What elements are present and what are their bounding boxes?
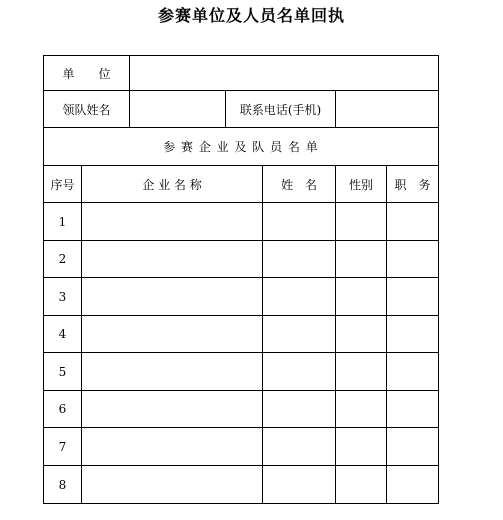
position-cell[interactable] — [387, 391, 438, 427]
position-cell[interactable] — [387, 466, 438, 503]
company-cell[interactable] — [82, 278, 262, 315]
phone-field[interactable] — [336, 91, 438, 127]
company-cell[interactable] — [82, 391, 262, 427]
position-cell[interactable] — [387, 428, 438, 465]
row-index: 7 — [58, 439, 67, 454]
row-index: 4 — [58, 327, 67, 341]
company-cell[interactable] — [82, 203, 262, 240]
col-header-position: 职 务 — [394, 177, 431, 192]
gender-cell[interactable] — [336, 391, 386, 427]
row-index: 8 — [58, 477, 67, 492]
name-cell[interactable] — [263, 203, 335, 240]
company-cell[interactable] — [82, 428, 262, 465]
leader-name-field[interactable] — [130, 91, 225, 127]
position-cell[interactable] — [387, 278, 438, 315]
row-index: 1 — [58, 214, 67, 229]
row-index: 6 — [58, 402, 67, 416]
company-cell[interactable] — [82, 353, 262, 390]
gender-cell[interactable] — [336, 316, 386, 352]
name-cell[interactable] — [263, 241, 335, 277]
col-header-index: 序号 — [50, 177, 75, 192]
company-cell[interactable] — [82, 241, 262, 277]
roster-heading: 参 赛 企 业 及 队 员 名 单 — [163, 140, 319, 154]
leader-label: 领队姓名 — [62, 102, 111, 117]
name-cell[interactable] — [263, 353, 335, 390]
company-cell[interactable] — [82, 466, 262, 503]
form-border-right — [438, 55, 439, 504]
row-index: 5 — [58, 364, 67, 379]
unit-field[interactable] — [130, 56, 438, 90]
name-cell[interactable] — [263, 428, 335, 465]
form-border-bottom — [43, 503, 439, 504]
reply-form — [43, 55, 439, 504]
col-header-gender: 性别 — [348, 177, 373, 192]
page-title: 参赛单位及人员名单回执 — [157, 6, 345, 25]
phone-label: 联系电话(手机) — [239, 102, 322, 117]
position-cell[interactable] — [387, 353, 438, 390]
position-cell[interactable] — [387, 241, 438, 277]
company-cell[interactable] — [82, 316, 262, 352]
col-header-company: 企 业 名 称 — [142, 177, 202, 192]
position-cell[interactable] — [387, 316, 438, 352]
gender-cell[interactable] — [336, 353, 386, 390]
name-cell[interactable] — [263, 278, 335, 315]
name-cell[interactable] — [263, 316, 335, 352]
gender-cell[interactable] — [336, 241, 386, 277]
unit-label: 单 位 — [62, 66, 111, 81]
gender-cell[interactable] — [336, 428, 386, 465]
name-cell[interactable] — [263, 391, 335, 427]
gender-cell[interactable] — [336, 203, 386, 240]
gender-cell[interactable] — [336, 278, 386, 315]
row-index: 3 — [58, 289, 67, 304]
gender-cell[interactable] — [336, 466, 386, 503]
col-header-name: 姓 名 — [280, 177, 317, 192]
row-index: 2 — [58, 252, 67, 266]
position-cell[interactable] — [387, 203, 438, 240]
name-cell[interactable] — [263, 466, 335, 503]
